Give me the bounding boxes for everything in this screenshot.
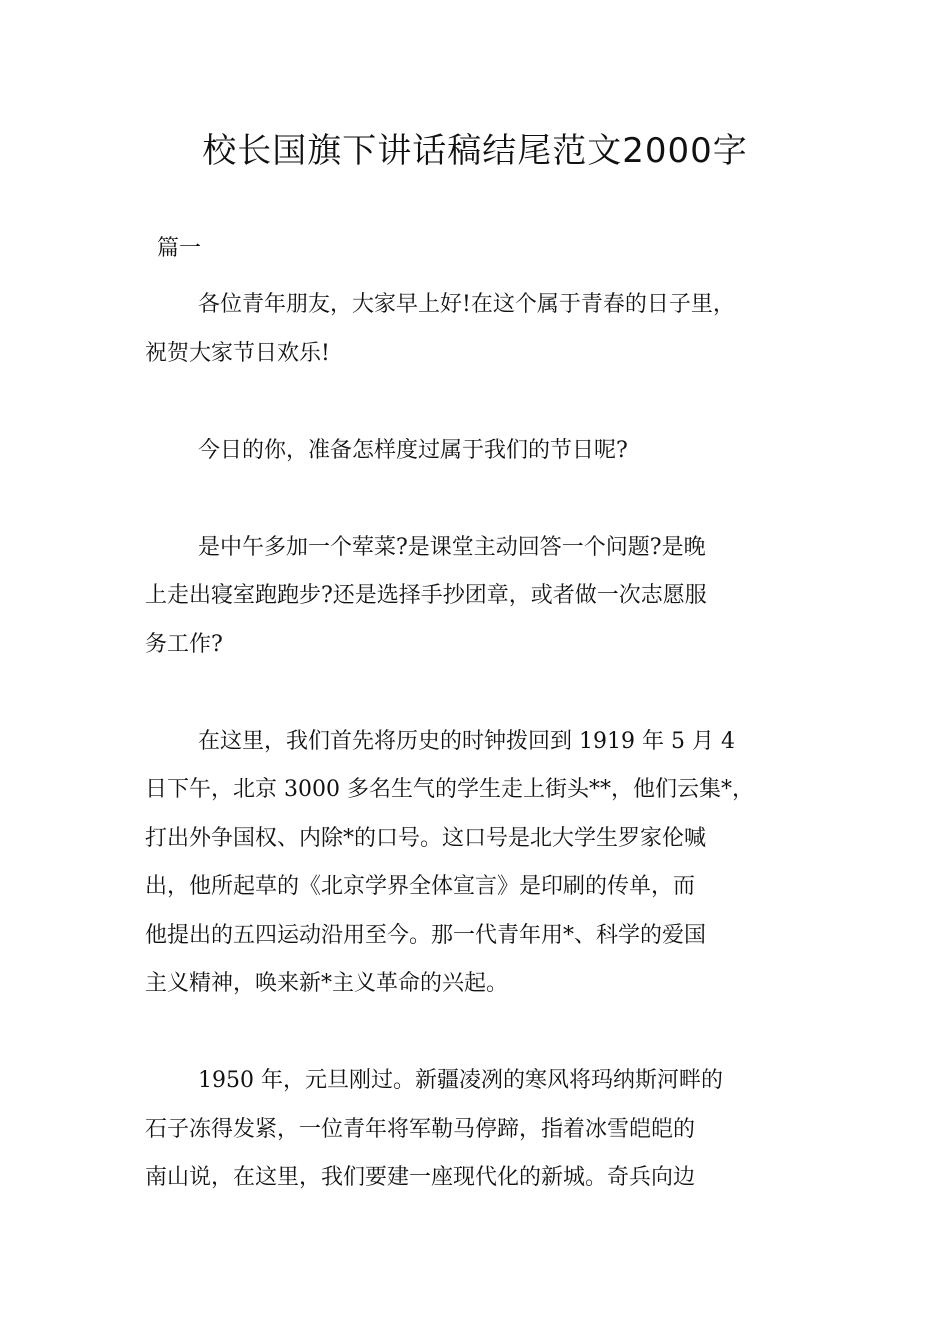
text-line: 各位青年朋友，大家早上好!在这个属于青春的日子里， bbox=[198, 292, 735, 317]
text-line: 上走出寝室跑跑步?还是选择手抄团章，或者做一次志愿服 bbox=[145, 583, 707, 608]
text-line: 今日的你，准备怎样度过属于我们的节日呢? bbox=[198, 437, 628, 463]
text-line: 务工作? bbox=[145, 631, 223, 657]
text-line: 日下午，北京 3000 多名生气的学生走上街头**，他们云集*， bbox=[145, 777, 754, 802]
text-line: 1950 年，元旦刚过。新疆凌冽的寒风将玛纳斯河畔的 bbox=[198, 1068, 723, 1093]
paragraph bbox=[145, 427, 835, 476]
document-title: 校长国旗下讲话稿结尾范文2000字 bbox=[202, 131, 748, 171]
paragraph bbox=[145, 718, 835, 1009]
text-line: 打出外争国权、内除*的口号。这口号是北大学生罗家伦喊 bbox=[145, 825, 707, 851]
text-line: 南山说，在这里，我们要建一座现代化的新城。奇兵向边 bbox=[145, 1165, 696, 1190]
paragraph bbox=[145, 1057, 835, 1203]
section-label: 篇一 bbox=[157, 236, 202, 261]
text-line: 出，他所起草的《北京学界全体宣言》是印刷的传单，而 bbox=[145, 874, 696, 899]
text-line: 祝贺大家节日欢乐! bbox=[145, 340, 330, 366]
paragraph bbox=[145, 524, 835, 670]
text-line: 石子冻得发紧，一位青年将军勒马停蹄，指着冰雪皑皑的 bbox=[145, 1116, 696, 1142]
text-line: 是中午多加一个荤菜?是课堂主动回答一个问题?是晚 bbox=[198, 534, 706, 560]
text-line: 主义精神，唤来新*主义革命的兴起。 bbox=[145, 971, 509, 996]
text-line: 他提出的五四运动沿用至今。那一代青年用*、科学的爱国 bbox=[145, 922, 707, 948]
text-line: 在这里，我们首先将历史的时钟拨回到 1919 年 5 月 4 bbox=[198, 728, 735, 754]
paragraph bbox=[145, 281, 835, 378]
document-body bbox=[145, 281, 835, 1251]
